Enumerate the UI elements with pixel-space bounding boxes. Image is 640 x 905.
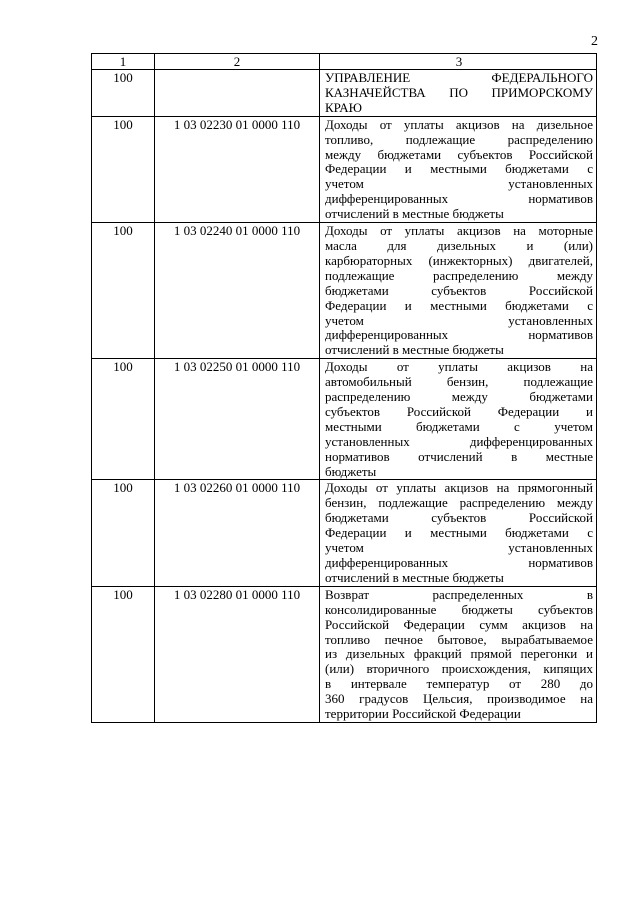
kbk-code-cell: 1 03 02260 01 0000 110 — [155, 480, 320, 586]
description-line: в интервале температур от 280 до — [325, 676, 593, 692]
description-line: Федерации и местными бюджетами с — [325, 297, 593, 313]
description-line: учетом установленных — [325, 540, 593, 556]
revenue-description-cell — [320, 70, 597, 117]
revenue-codes-table — [91, 53, 597, 723]
description-line: территории Российской Федерации — [325, 706, 521, 722]
kbk-code-cell: 1 03 02250 01 0000 110 — [155, 359, 320, 480]
description-line: субъектов Российской Федерации и — [325, 403, 593, 419]
description-line: между бюджетами субъектов Российской — [325, 146, 593, 162]
description-line: из дизельных фракций прямой перегонки и — [325, 646, 593, 662]
revenue-description-cell — [320, 359, 597, 480]
description-line: бюджетами субъектов Российской — [325, 510, 593, 526]
description-line: местными бюджетами с учетом — [325, 418, 593, 434]
header-cell-2: 2 — [155, 54, 320, 70]
table-body — [92, 54, 597, 723]
description-line: карбюраторных (инжекторных) двигателей, — [325, 252, 593, 268]
description-line: Доходы от уплаты акцизов на — [325, 359, 593, 375]
description-line: бюджеты — [325, 463, 377, 479]
description-line: консолидированные бюджеты субъектов — [325, 601, 593, 617]
revenue-description-cell — [320, 480, 597, 586]
admin-code-cell: 100 — [92, 359, 155, 480]
description-line: Российской Федерации сумм акцизов на — [325, 616, 593, 632]
description-line: учетом установленных — [325, 312, 593, 328]
revenue-description-cell — [320, 223, 597, 359]
revenue-description-cell — [320, 586, 597, 722]
description-line: масла для дизельных и (или) — [325, 237, 593, 253]
table-row — [92, 116, 597, 222]
description-line: отчислений в местные бюджеты — [325, 206, 504, 222]
description-line: бензин, подлежащие распределению между — [325, 495, 593, 511]
description-line: Доходы от уплаты акцизов на дизельное — [325, 116, 593, 132]
description-line: дифференцированных нормативов — [325, 555, 593, 570]
description-line: распределению между бюджетами — [325, 389, 593, 405]
description-line: дифференцированных нормативов — [325, 327, 593, 343]
admin-code-cell: 100 — [92, 223, 155, 359]
kbk-code-cell: 1 03 02240 01 0000 110 — [155, 223, 320, 359]
admin-code-cell: 100 — [92, 586, 155, 722]
description-line: нормативов отчислений в местные — [325, 448, 593, 464]
description-line: 360 градусов Цельсия, производимое на — [325, 691, 593, 707]
admin-code-cell: 100 — [92, 70, 155, 117]
description-line: Доходы от уплаты акцизов на прямогонный — [325, 480, 593, 496]
header-cell-3: 3 — [320, 54, 597, 70]
description-line: автомобильный бензин, подлежащие — [325, 374, 593, 390]
kbk-code-cell — [155, 70, 320, 117]
admin-code-cell: 100 — [92, 116, 155, 222]
page-number: 2 — [591, 34, 598, 49]
description-line: отчислений в местные бюджеты — [325, 569, 504, 585]
description-line: Доходы от уплаты акцизов на моторные — [325, 223, 593, 239]
description-line: топливо, подлежащие распределению — [325, 131, 593, 147]
kbk-code-cell: 1 03 02280 01 0000 110 — [155, 586, 320, 722]
table-row — [92, 586, 597, 722]
revenue-description-cell — [320, 116, 597, 222]
table-header-row — [92, 54, 597, 70]
description-line: УПРАВЛЕНИЕ ФЕДЕРАЛЬНОГО — [325, 70, 593, 85]
description-line: (или) вторичного происхождения, кипящих — [325, 661, 593, 677]
description-line: Федерации и местными бюджетами с — [325, 161, 593, 177]
table-row — [92, 70, 597, 117]
description-line: бюджетами субъектов Российской — [325, 282, 593, 298]
description-line: Возврат распределенных в — [325, 586, 593, 602]
description-line: топливо печное бытовое, вырабатываемое — [325, 631, 593, 647]
description-line: отчислений в местные бюджеты — [325, 342, 504, 358]
description-line: учетом установленных — [325, 176, 593, 192]
description-line: КАЗНАЧЕЙСТВА ПО ПРИМОРСКОМУ — [325, 84, 593, 100]
description-line: КРАЮ — [325, 99, 362, 115]
description-line: Федерации и местными бюджетами с — [325, 525, 593, 541]
table-row — [92, 359, 597, 480]
header-cell-1: 1 — [92, 54, 155, 70]
table-row — [92, 223, 597, 359]
table-row — [92, 480, 597, 586]
admin-code-cell: 100 — [92, 480, 155, 586]
description-line: дифференцированных нормативов — [325, 191, 593, 207]
kbk-code-cell: 1 03 02230 01 0000 110 — [155, 116, 320, 222]
description-line: установленных дифференцированных — [325, 433, 593, 449]
description-line: подлежащие распределению между — [325, 267, 593, 283]
